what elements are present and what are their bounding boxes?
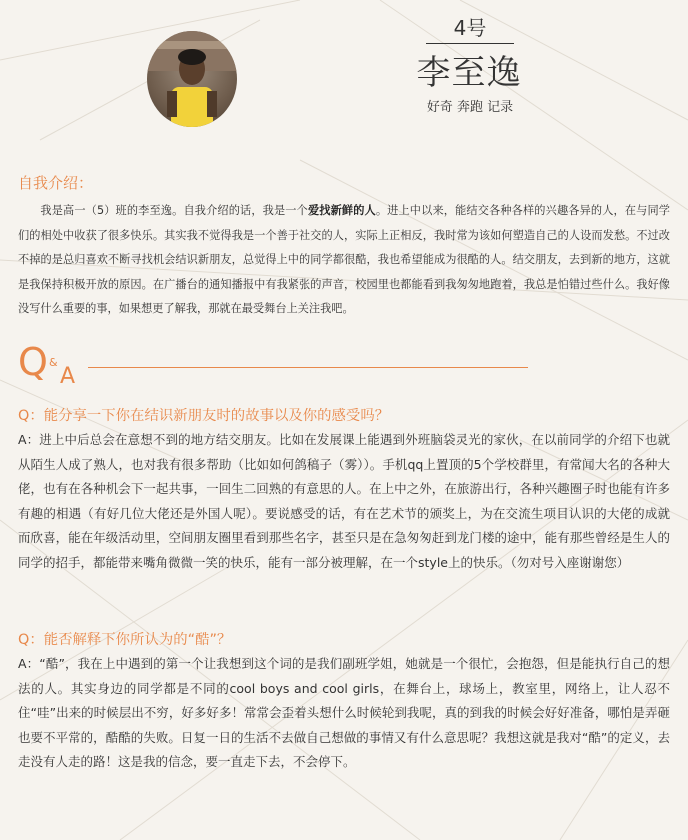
- student-number: 4号: [453, 16, 487, 40]
- intro-text: [18, 199, 670, 322]
- student-photo-icon: [147, 31, 237, 127]
- qa-logo-amp: &: [49, 356, 58, 369]
- answer-2: A：“酷”，我在上中遇到的第一个让我想到这个词的是我们副班学姐，她就是一个很忙，会抱怨，但是能执行自己的想法的人。其实身边的同学都是不同的cool boys and cool girls，在舞台上，球场上，教室里，网络上，让人忍不住“哇”出来的时候层出不穷，好多好多！常常会歪着头想什么时候轮到我呢，真的到我的时候会好好准备，哪怕是弄砸也要不平常的，酷酷的失败。日复一日的生活不去做自己想做的事情又有什么意思呢？我想这就是我对“酷”的定义，去走没有人走的路！这是我的信念，要一直走下去，不会停下。: [18, 656, 670, 770]
- answer-1: A：进上中后总会在意想不到的地方结交朋友。比如在发展课上能遇到外班脑袋灵光的家伙，在以前同学的介绍下也就从陌生人成了熟人，也对我有很多帮助（比如如何鸽稿子（雾））。手机qq上置顶的5个学校群里，有常闻大名的各种大佬，也有在各种机会下一起共事，一回生二回熟的有意思的人。在上中之外，在旅游出行，各种兴趣圈子时也能有许多有趣的相遇（有好几位大佬还是外国人呢）。要说感受的话，有在艺术节的颁奖上，为在交流生项目认识的大佬的成就而欣喜，能在年级活动里，空间朋友圈里看到那些名字，甚至只是在急匆匆赶到龙门楼的途中，能有那些曾经是生人的同学的招手，都能带来嘴角微微一笑的快乐，能有一部分被理解，在一个style上的快乐。（勿对号入座谢谢您）: [18, 432, 670, 570]
- intro-text-before: 我是高一（5）班的李至逸。自我介绍的话，我是一个: [40, 204, 308, 217]
- qa-logo: [18, 340, 538, 396]
- title-divider: [426, 43, 514, 44]
- student-tags: 好奇 奔跑 记录: [426, 100, 514, 115]
- intro-text-after: 。进上中以来，能结交各种各样的兴趣各异的人，在与同学们的相处中收获了很多快乐。其实我不觉得我是一个善于社交的人，实际上正相反，我时常为该如何塑造自己的人设而发愁。不过改不掉的是总归喜欢不断寻找机会结识新朋友，总觉得上中的同学都很酷，我也希望能成为很酷的人。结交朋友，去到新的地方，这就是我保持积极开放的原因。在广播台的通知播报中有我紧张的声音，校园里也都能看到我匆匆地跑着，我总是怕错过些什么。我好像没写什么重要的事，如果想更了解我，那就在最受舞台上关注我吧。: [18, 204, 670, 316]
- qa-logo-a: A: [60, 364, 76, 389]
- avatar: [147, 31, 237, 127]
- qa-item: [18, 406, 670, 576]
- qa-divider: [88, 367, 528, 368]
- question-1: Q：能分享一下你在结识新朋友时的故事以及你的感受吗？: [18, 408, 390, 424]
- qa-logo-q: Q: [18, 340, 48, 384]
- intro-title: 自我介绍：: [18, 174, 94, 192]
- student-name: 李至逸: [416, 53, 522, 93]
- intro-text-bold: 爱找新鲜的人: [307, 204, 376, 217]
- question-2: Q：能否解释下你所认为的“酷”？: [18, 632, 232, 648]
- qa-item: [18, 630, 670, 775]
